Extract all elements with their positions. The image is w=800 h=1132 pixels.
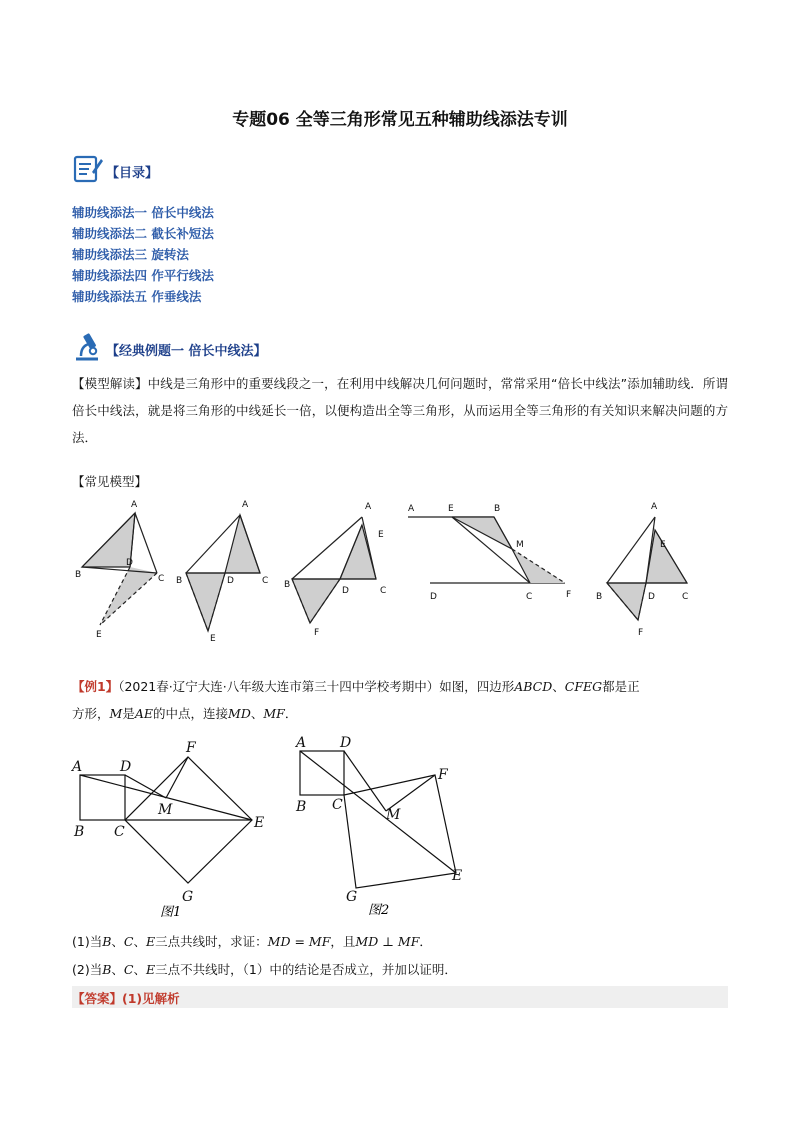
common-models-figures [60,495,740,645]
svg-text:M: M [386,807,401,823]
svg-text:A: A [131,500,138,510]
example1-line2: 方形，M是AE的中点，连接MD、MF． [72,706,298,721]
toc-item[interactable]: 辅助线添法二 截长补短法 [72,226,214,241]
answer-label: 【答案】 [72,991,123,1006]
shaded-triangle [100,567,157,625]
svg-text:A: A [651,502,658,512]
svg-text:E: E [452,868,463,884]
svg-text:A: A [72,759,83,775]
notebook-pen-icon [72,152,104,184]
svg-text:F: F [566,590,572,600]
svg-text:A: A [296,735,307,751]
example1-line1: 【例1】（2021春·辽宁大连·八年级大连市第三十四中学校考期中）如图，四边形ABCD、CFEG都是正 [72,679,640,694]
svg-text:B: B [176,576,183,586]
svg-text:D: D [120,759,132,775]
svg-text:E: E [210,634,216,644]
svg-text:B: B [75,570,82,580]
model-paragraph [72,370,728,451]
toc-item[interactable]: 辅助线添法三 旋转法 [72,247,189,262]
answer-text: (1)见解析 [122,991,180,1006]
svg-text:B: B [596,592,603,602]
svg-text:C: C [332,797,343,813]
svg-text:E: E [254,815,265,831]
svg-text:M: M [158,802,173,818]
svg-text:F: F [314,628,320,638]
svg-text:C: C [380,586,387,596]
svg-text:B: B [284,580,291,590]
toc-item[interactable]: 辅助线添法五 作垂线法 [72,289,202,304]
svg-text:B: B [74,824,85,840]
svg-text:E: E [660,540,666,550]
toc-item[interactable]: 辅助线添法一 倍长中线法 [72,205,214,220]
quad-cfeg: CFEG [564,679,603,694]
page-title: 专题06 全等三角形常见五种辅助线添法专训 [232,110,568,130]
shaded-triangle [292,579,340,623]
svg-text:D: D [227,576,234,586]
svg-text:C: C [114,824,125,840]
microscope-icon [72,330,104,362]
model-label: 【模型解读】 [72,376,148,391]
svg-text:B: B [296,799,307,815]
svg-text:M: M [516,540,524,550]
svg-text:D: D [340,735,352,751]
svg-text:A: A [365,502,372,512]
figure-1-caption: 图1 [160,905,182,920]
svg-text:E: E [378,530,384,540]
svg-text:C: C [682,592,689,602]
svg-text:D: D [648,592,655,602]
svg-text:E: E [96,630,102,640]
shaded-triangle [186,573,225,631]
svg-text:D: D [342,586,349,596]
figure-2 [290,733,470,918]
quad-abcd: ABCD [514,679,553,694]
svg-text:G: G [182,889,194,905]
svg-text:A: A [408,504,415,514]
question-2: (2)当B、C、E三点不共线时，（1）中的结论是否成立，并加以证明． [72,962,457,977]
shaded-triangle [340,525,376,579]
question-1: (1)当B、C、E三点共线时，求证：MD = MF，且MD ⊥ MF． [72,934,432,949]
common-models-label: 【常见模型】 [72,474,148,489]
svg-text:F: F [638,628,644,638]
svg-text:C: C [158,574,165,584]
svg-text:D: D [126,558,133,568]
svg-text:A: A [242,500,249,510]
section-header: 【经典例题一 倍长中线法】 [106,344,267,359]
svg-text:C: C [262,576,269,586]
toc-item[interactable]: 辅助线添法四 作平行线法 [72,268,214,283]
svg-text:D: D [430,592,437,602]
svg-text:F: F [186,740,196,756]
svg-text:E: E [448,504,454,514]
figure-2-caption: 图2 [368,903,390,918]
answer-line [72,989,180,1007]
svg-text:G: G [346,889,358,905]
svg-text:F: F [438,767,448,783]
toc-header: 【目录】 [106,166,159,181]
example-label: 【例1】 [72,679,119,694]
shaded-triangle [607,583,646,620]
figure-1 [70,735,280,920]
model-text: 中线是三角形中的重要线段之一，在利用中线解决几何问题时，常常采用“倍长中线法”添加辅助线．所谓倍长中线法，就是将三角形的中线延长一倍，以便构造出全等三角形，从而运用全等三角形的有关知识来解决问题的方法． [72,376,728,445]
svg-text:C: C [526,592,533,602]
svg-text:B: B [494,504,501,514]
